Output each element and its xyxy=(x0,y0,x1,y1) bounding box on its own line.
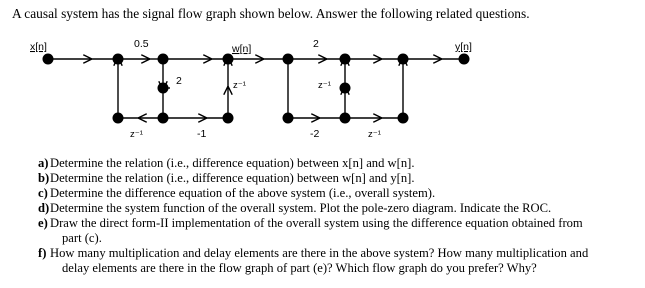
node-bottom-1 xyxy=(113,113,124,124)
node-sum-3 xyxy=(398,54,409,65)
node-x-input xyxy=(43,54,54,65)
graph-labels xyxy=(30,38,472,140)
node-bottom-5 xyxy=(340,113,351,124)
question-text: Draw the direct form-II implementation of the overall system using the difference equation obtained from xyxy=(50,216,583,230)
question-a xyxy=(38,156,638,171)
label-gain-neg2: -2 xyxy=(310,128,320,140)
node-mid-right xyxy=(340,83,351,94)
label-delay-bottom-2: z⁻¹ xyxy=(368,129,381,140)
node-branch-1 xyxy=(158,54,169,65)
label-delay-b: z⁻¹ xyxy=(318,80,331,91)
question-text: Determine the system function of the overall system. Plot the pole-zero diagram. Indicate the ROC. xyxy=(50,201,552,215)
node-sum-1 xyxy=(113,54,124,65)
node-w xyxy=(223,54,234,65)
problem-intro: A causal system has the signal flow graph shown below. Answer the following related questions. xyxy=(12,6,530,21)
question-text: How many multiplication and delay elements are there in the above system? How many multiplication and xyxy=(50,246,589,260)
signal-flow-graph xyxy=(0,30,645,150)
node-bottom-4 xyxy=(283,113,294,124)
question-e xyxy=(38,216,638,246)
node-y-output xyxy=(459,54,470,65)
label-x-n: x[n] xyxy=(30,41,47,53)
question-b xyxy=(38,171,638,186)
nodes xyxy=(43,54,470,124)
node-branch-2 xyxy=(283,54,294,65)
node-mid-left xyxy=(158,83,169,94)
label-gain-2-top: 2 xyxy=(313,38,319,50)
label-gain-2-mid: 2 xyxy=(176,75,182,87)
label-w-n: w[n] xyxy=(232,43,252,55)
question-c xyxy=(38,186,638,201)
question-label: d) xyxy=(38,201,50,215)
label-delay-a: z⁻¹ xyxy=(233,80,246,91)
question-text-continued: delay elements are there in the flow graph of part (e)? Which flow graph do you prefer? Why? xyxy=(62,261,537,275)
label-delay-bottom-1: z⁻¹ xyxy=(130,129,143,140)
question-text: Determine the relation (i.e., difference equation) between w[n] and y[n]. xyxy=(50,171,415,185)
question-text: Determine the difference equation of the above system (i.e., overall system). xyxy=(50,186,436,200)
label-gain-05: 0.5 xyxy=(134,38,149,50)
question-label: b) xyxy=(38,171,50,185)
node-bottom-3 xyxy=(223,113,234,124)
label-y-n: y[n] xyxy=(455,41,472,53)
node-bottom-6 xyxy=(398,113,409,124)
node-bottom-2 xyxy=(158,113,169,124)
question-label: f) xyxy=(38,246,47,260)
node-sum-2 xyxy=(340,54,351,65)
question-f xyxy=(38,246,638,276)
question-label: a) xyxy=(38,156,49,170)
questions-list xyxy=(38,156,638,276)
label-gain-neg1: -1 xyxy=(197,128,207,140)
question-text-continued: part (c). xyxy=(62,231,102,245)
question-label: c) xyxy=(38,186,48,200)
question-text: Determine the relation (i.e., difference equation) between x[n] and w[n]. xyxy=(50,156,415,170)
question-label: e) xyxy=(38,216,48,230)
question-d xyxy=(38,201,638,216)
